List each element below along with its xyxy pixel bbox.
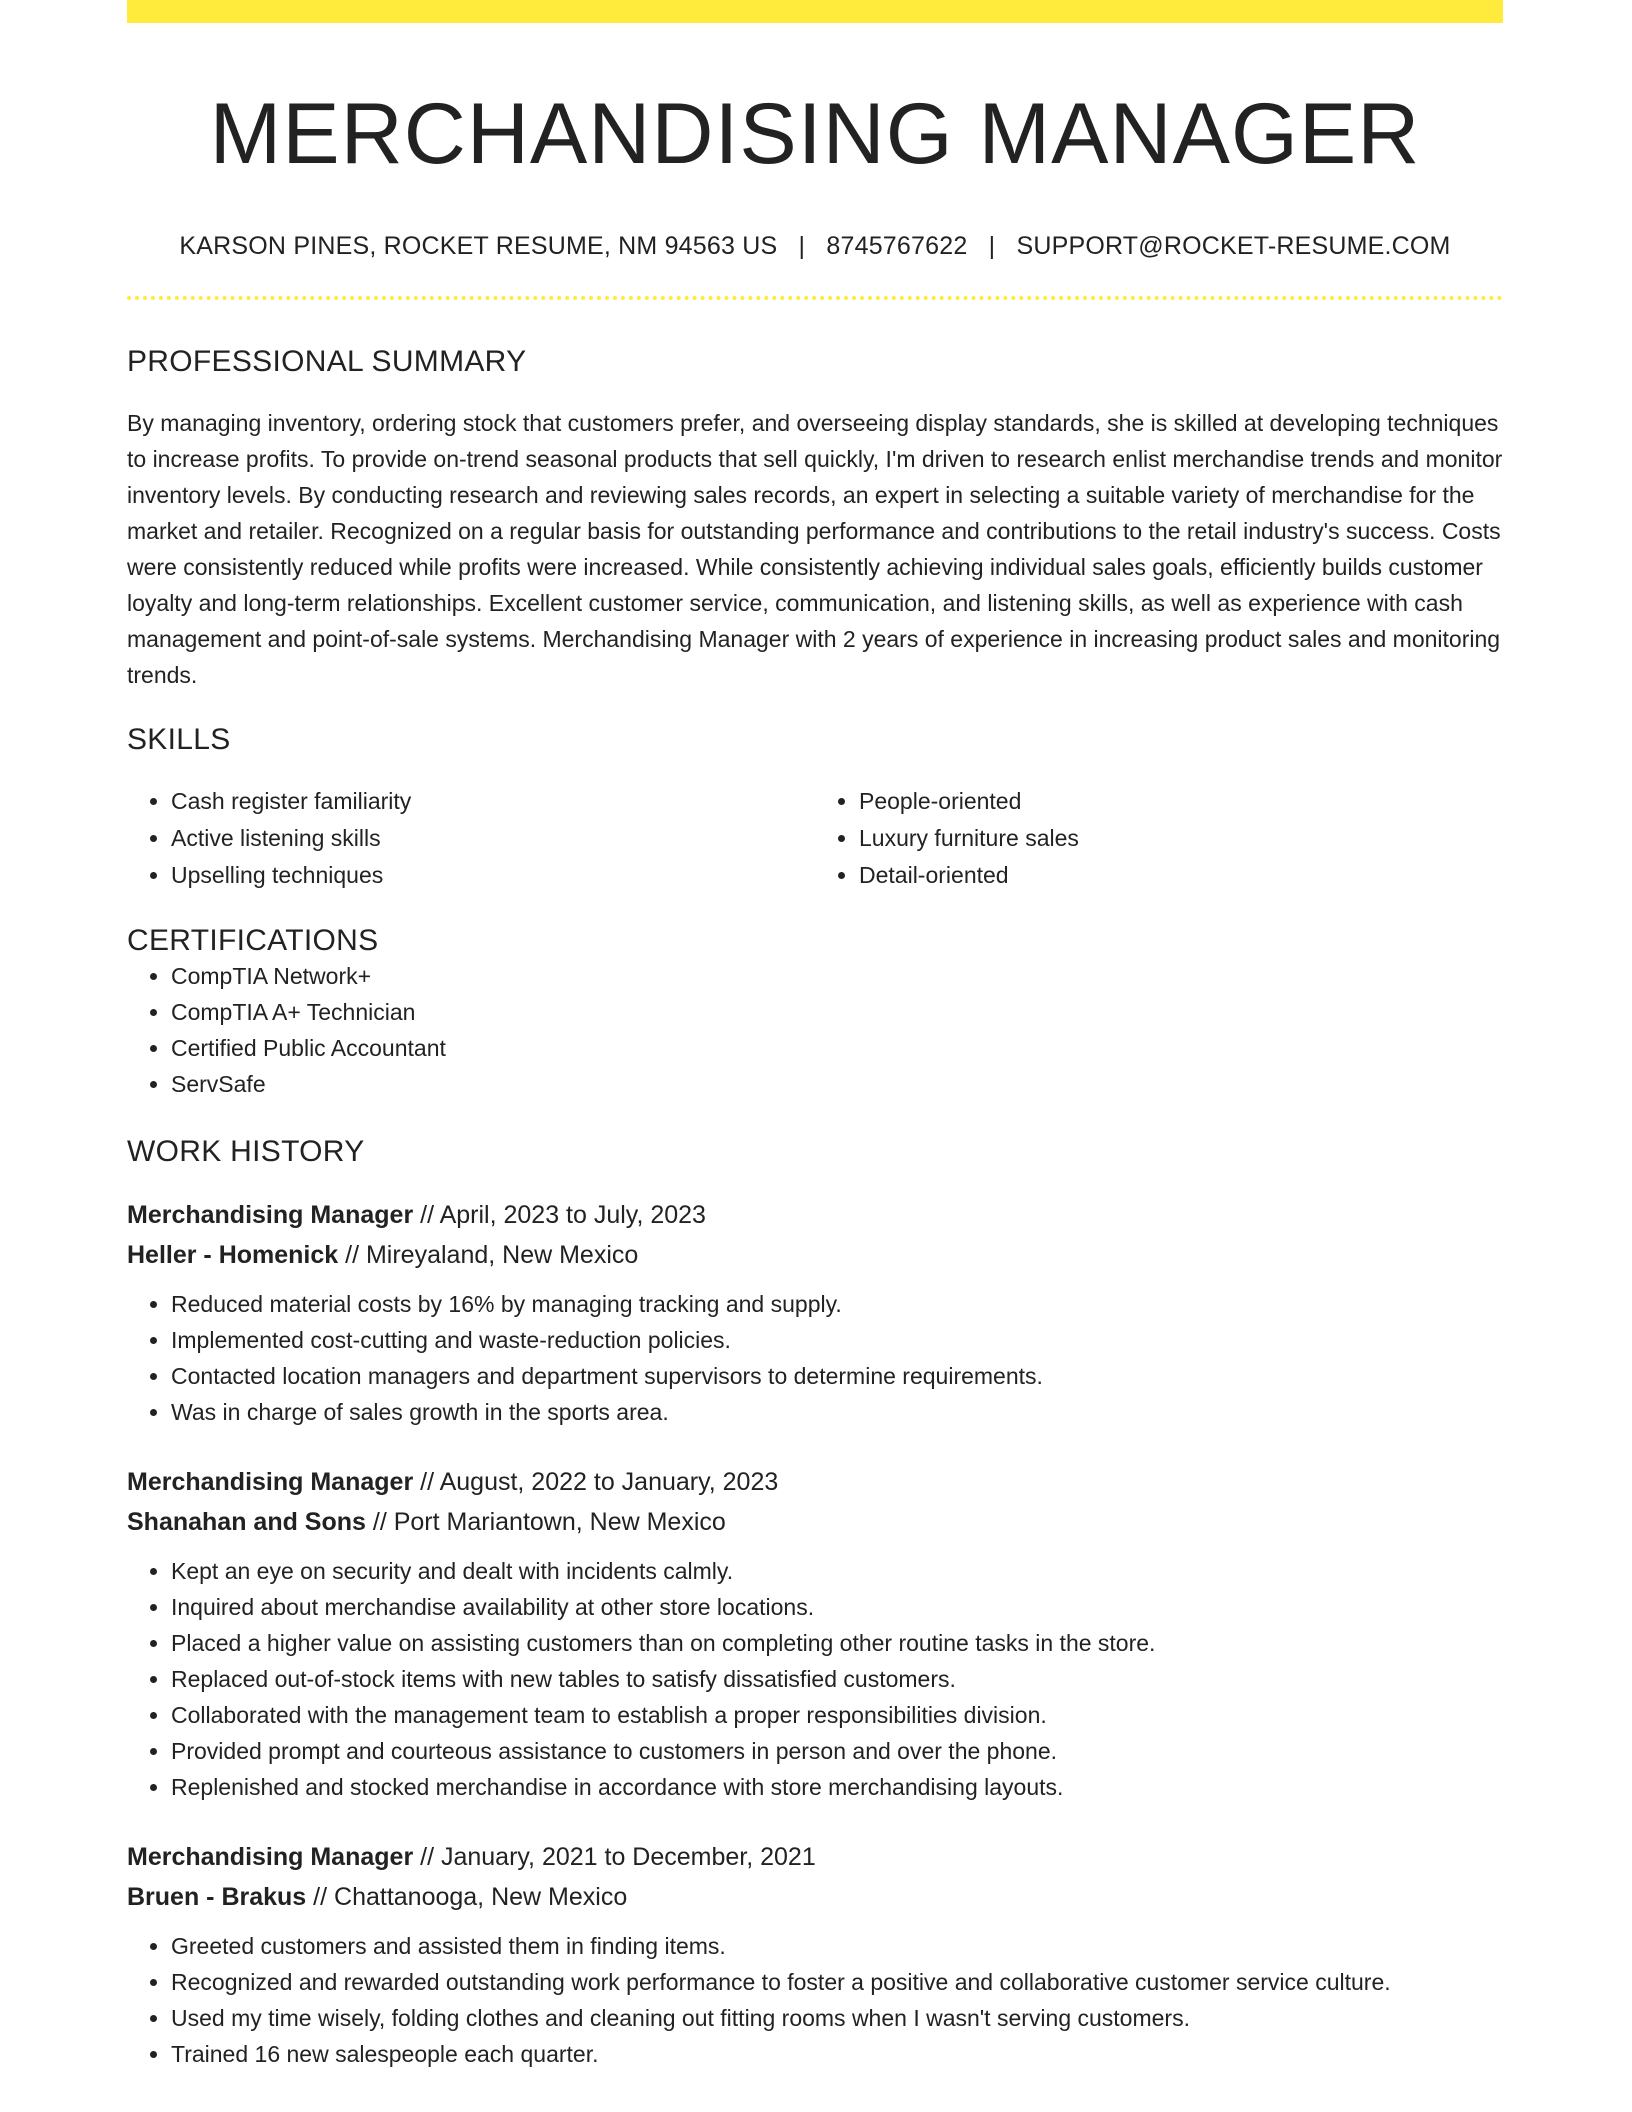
job-duty: • Collaborated with the management team to establish a proper responsibilities division. [171,1697,1503,1733]
job-duty: • Inquired about merchandise availability at other store locations. [171,1589,1503,1625]
certification-item: • Certified Public Accountant [171,1030,1503,1066]
job-title-line [127,1195,1503,1235]
job-title-line [127,1837,1503,1877]
job-duty: • Contacted location managers and department supervisors to determine requirements. [171,1358,1503,1394]
job-company-line [127,1877,1503,1917]
job-duty: • Trained 16 new salespeople each quarter. [171,2036,1503,2072]
job-duty: • Used my time wisely, folding clothes and cleaning out fitting rooms when I wasn't serving customers. [171,2000,1503,2036]
skill-item: • Active listening skills [171,820,815,857]
contact-phone: 8745767622 [826,232,968,261]
job-title: Merchandising Manager [127,1468,414,1497]
contact-address: KARSON PINES, ROCKET RESUME, NM 94563 US [179,232,778,261]
certifications-heading: CERTIFICATIONS [127,924,379,958]
job-location: // Mireyaland, New Mexico [345,1241,639,1270]
skills-grid [127,783,1503,894]
job-title-line [127,1462,1503,1502]
certifications-list [127,958,1503,1102]
job-duty: • Placed a higher value on assisting customers than on completing other routine tasks in the store. [171,1625,1503,1661]
job-title: Merchandising Manager [127,1201,414,1230]
job-duty: • Reduced material costs by 16% by managing tracking and supply. [171,1286,1503,1322]
resume-title: MERCHANDISING MANAGER [209,86,1421,182]
job-location: // Chattanooga, New Mexico [313,1883,628,1912]
job-duties [127,1553,1503,1805]
skills-list-left [127,783,815,894]
contact-email: SUPPORT@ROCKET-RESUME.COM [1016,232,1451,261]
work-history-heading: WORK HISTORY [127,1135,365,1169]
job-location: // Port Mariantown, New Mexico [372,1508,726,1537]
job-duty: • Was in charge of sales growth in the sports area. [171,1394,1503,1430]
header-divider [127,296,1503,300]
job-duty: • Greeted customers and assisted them in finding items. [171,1928,1503,1964]
job-entry [127,1195,1503,1430]
job-duties [127,1286,1503,1430]
resume-page [127,0,1503,2072]
skill-item: • Detail-oriented [859,857,1503,894]
job-duties [127,1928,1503,2072]
job-entry [127,1837,1503,2072]
job-duty: • Replaced out-of-stock items with new tables to satisfy dissatisfied customers. [171,1661,1503,1697]
job-company: Heller - Homenick [127,1241,339,1270]
job-duty: • Recognized and rewarded outstanding work performance to foster a positive and collaborative customer service culture. [171,1964,1503,2000]
job-dates: // January, 2021 to December, 2021 [420,1843,816,1872]
skill-item: • Cash register familiarity [171,783,815,820]
certification-item: • CompTIA A+ Technician [171,994,1503,1030]
job-duty: • Kept an eye on security and dealt with incidents calmly. [171,1553,1503,1589]
skill-item: • Upselling techniques [171,857,815,894]
job-duty: • Replenished and stocked merchandise in accordance with store merchandising layouts. [171,1769,1503,1805]
skill-item: • Luxury furniture sales [859,820,1503,857]
job-title: Merchandising Manager [127,1843,414,1872]
accent-bar [127,0,1503,23]
job-duty: • Implemented cost-cutting and waste-reduction policies. [171,1322,1503,1358]
contact-separator: | [988,232,996,261]
job-company: Bruen - Brakus [127,1883,307,1912]
job-duty: • Provided prompt and courteous assistance to customers in person and over the phone. [171,1733,1503,1769]
job-dates: // April, 2023 to July, 2023 [420,1201,706,1230]
summary-text: By managing inventory, ordering stock that customers prefer, and overseeing display standards, she is skilled at developing techniques to increase profits. To provide on-trend seasonal products that sell quickly, I'm driven to research enlist merchandise trends and monitor inventory levels. By conducting research and reviewing sales records, an expert in selecting a suitable variety of merchandise for the market and retailer. Recognized on a regular basis for outstanding performance and contributions to the retail industry's success. Costs were consistently reduced while profits were increased. While consistently achieving individual sales goals, efficiently builds customer loyalty and long-term relationships. Excellent customer service, communication, and listening skills, as well as experience with cash management and point-of-sale systems. Merchandising Manager with 2 years of experience in increasing product sales and monitoring trends. [127,410,1503,689]
summary-heading: PROFESSIONAL SUMMARY [127,345,527,379]
job-company-line [127,1235,1503,1275]
skills-list-right [815,783,1503,894]
certification-item: • ServSafe [171,1066,1503,1102]
job-company: Shanahan and Sons [127,1508,366,1537]
skill-item: • People-oriented [859,783,1503,820]
skills-heading: SKILLS [127,723,231,757]
certification-item: • CompTIA Network+ [171,958,1503,994]
contact-separator: | [798,232,806,261]
contact-line [127,232,1503,261]
job-company-line [127,1502,1503,1542]
job-entry [127,1462,1503,1805]
job-dates: // August, 2022 to January, 2023 [420,1468,779,1497]
